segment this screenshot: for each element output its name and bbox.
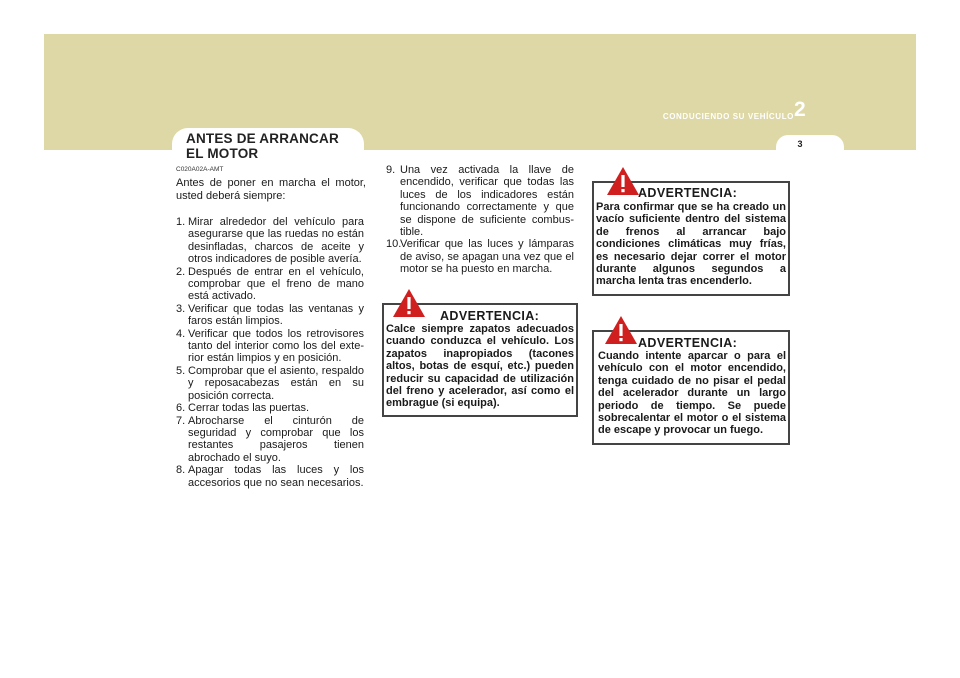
intro-text: Antes de poner en marcha el motor, usted deberá siempre: [176, 177, 366, 202]
list-item: 7. Abrocharse el cinturón de seguridad y comprobar que los restantes pasajeros tienen abrochado el suyo. [176, 414, 364, 464]
list-item: 4. Verificar que todos los retrovisores tanto del interior como los del exte-rior están limpios y en posición. [176, 327, 364, 365]
warning-box-cold-start [592, 181, 790, 296]
page-number: 3 [797, 139, 803, 149]
list-item: 10.Verificar que las luces y lámparas de aviso, se apagan una vez que el motor se ha puesto en marcha. [386, 238, 574, 276]
list-item: 5. Comprobar que el asiento, respaldo y reposacabezas están en su posición correcta. [176, 364, 364, 402]
warning-triangle-icon [392, 288, 426, 318]
warning-triangle-icon [606, 166, 640, 196]
warning-body: Calce siempre zapatos adecuados cuando conduzca el vehículo. Los zapatos inapropiados (tacones altos, botas de esquí, etc.) pueden reducir su capacidad de utilización del freno y acelerador, así como el embrague (si equipa). [386, 323, 574, 410]
list-item: 8. Apagar todas las luces y los accesorios que no sean necesarios. [176, 464, 364, 489]
warning-box-footwear [382, 303, 578, 417]
section-title: ANTES DE ARRANCAR EL MOTOR [186, 131, 339, 161]
warning-box-parking [592, 330, 790, 445]
list-item: 1. Mirar alrededor del vehículo para asegurarse que las ruedas no están desinfladas, charcos de aceite y otros indicadores de posible avería. [176, 216, 364, 266]
warning-title: ADVERTENCIA: [638, 336, 738, 350]
steps-list-right [386, 164, 574, 276]
warning-body: Cuando intente aparcar o para el vehículo con el motor encendido, tenga cuidado de no pisar el pedal del acelerador durante un largo periodo de tiempo. Se puede sobrecalentar el motor o el sistema de escape y provocar un fuego. [598, 350, 786, 437]
section-code: C020A02A-AMT [176, 166, 224, 173]
steps-list-left [176, 216, 364, 489]
chapter-label: CONDUCIENDO SU VEHÍCULO [662, 112, 794, 121]
warning-title: ADVERTENCIA: [638, 186, 738, 200]
list-item: 6. Cerrar todas las puertas. [176, 402, 310, 415]
header-band [44, 34, 916, 150]
warning-triangle-icon [604, 315, 638, 345]
warning-body: Para confirmar que se ha creado un vacío suficiente dentro del sistema de frenos al arrancar bajo condiciones climáticas muy frías, es necesario dejar correr el motor durante algunos segundos a marcha lenta tras encenderlo. [596, 201, 786, 288]
warning-title: ADVERTENCIA: [440, 309, 540, 323]
list-item: 2. Después de entrar en el vehículo, comprobar que el freno de mano está activado. [176, 265, 364, 303]
list-item: 3. Verificar que todas las ventanas y faros están limpios. [176, 302, 364, 328]
chapter-number: 2 [794, 98, 806, 121]
list-item: 9. Una vez activada la llave de encendido, verificar que todas las luces de los indicadores están funcionando correctamente y que se dispone de suficiente combus-tible. [386, 164, 574, 239]
